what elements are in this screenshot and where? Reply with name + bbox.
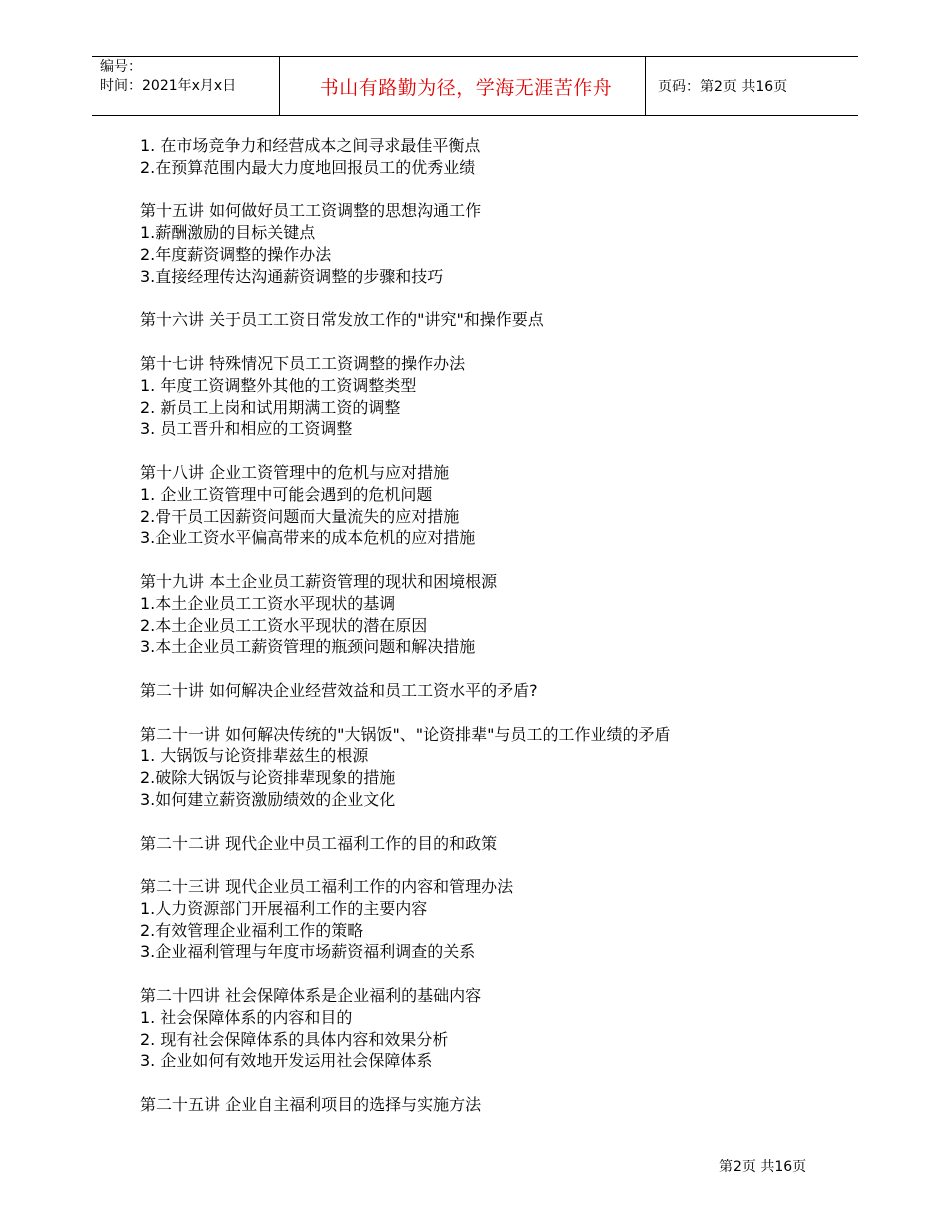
footer-page-info: 第2页 共16页 (719, 1159, 807, 1175)
list-item: 1.本土企业员工工资水平现状的基调 (140, 593, 396, 613)
paragraph-gap (140, 331, 840, 353)
lecture-heading: 第十六讲 关于员工工资日常发放工作的"讲究"和操作要点 (140, 310, 544, 330)
paragraph-gap (140, 811, 840, 833)
list-item: 3.如何建立薪资激励绩效的企业文化 (140, 789, 396, 809)
lecture-heading: 第二十二讲 现代企业中员工福利工作的目的和政策 (140, 833, 498, 853)
lecture-heading: 第十九讲 本土企业员工薪资管理的现状和困境根源 (140, 571, 498, 591)
lecture-heading: 第十八讲 企业工资管理中的危机与应对措施 (140, 462, 450, 482)
header-bottom-rule (92, 115, 858, 116)
paragraph-gap (140, 288, 840, 310)
list-item: 1. 社会保障体系的内容和目的 (140, 1007, 353, 1027)
paragraph-gap (140, 549, 840, 571)
page-header (92, 56, 858, 116)
list-item: 2.本土企业员工工资水平现状的潜在原因 (140, 615, 428, 635)
list-item: 1. 在市场竞争力和经营成本之间寻求最佳平衡点 (140, 136, 481, 155)
list-item: 3.本土企业员工薪资管理的瓶颈问题和解决措施 (140, 637, 476, 657)
lecture-heading: 第二十四讲 社会保障体系是企业福利的基础内容 (140, 986, 482, 1006)
list-item: 3.企业福利管理与年度市场薪资福利调查的关系 (140, 942, 476, 962)
list-item: 1.人力资源部门开展福利工作的主要内容 (140, 898, 428, 918)
header-meta (100, 58, 236, 96)
list-item: 2. 现有社会保障体系的具体内容和效果分析 (140, 1029, 449, 1049)
paragraph-gap (140, 1072, 840, 1094)
header-number-label: 编号： (100, 59, 142, 75)
list-item: 2. 新员工上岗和试用期满工资的调整 (140, 397, 401, 417)
paragraph-gap (140, 854, 840, 876)
header-page-info: 页码：第2页 共16页 (658, 79, 788, 95)
lecture-heading: 第十五讲 如何做好员工工资调整的思想沟通工作 (140, 201, 482, 221)
header-time-label: 时间：2021年x月x日 (100, 78, 237, 94)
list-item: 3. 员工晋升和相应的工资调整 (140, 419, 353, 439)
lecture-heading: 第十七讲 特殊情况下员工工资调整的操作办法 (140, 353, 466, 373)
header-top-rule (92, 56, 858, 57)
lecture-heading: 第二十讲 如何解决企业经营效益和员工工资水平的矛盾? (140, 680, 538, 700)
lecture-heading: 第二十一讲 如何解决传统的"大锅饭"、"论资排辈"与员工的工作业绩的矛盾 (140, 724, 671, 744)
list-item: 2.骨干员工因薪资问题而大量流失的应对措施 (140, 506, 460, 526)
list-item: 2.年度薪资调整的操作办法 (140, 244, 332, 264)
paragraph-gap (140, 658, 840, 680)
header-divider-right (645, 56, 646, 116)
list-item: 2.破除大锅饭与论资排辈现象的措施 (140, 768, 396, 788)
list-item: 3.直接经理传达沟通薪资调整的步骤和技巧 (140, 266, 444, 286)
paragraph-gap (140, 179, 840, 201)
header-divider-left (279, 56, 280, 116)
list-item: 3. 企业如何有效地开发运用社会保障体系 (140, 1051, 433, 1071)
document-body (140, 135, 840, 1116)
paragraph-gap (140, 702, 840, 724)
list-item: 1. 大锅饭与论资排辈兹生的根源 (140, 746, 369, 766)
paragraph-gap (140, 440, 840, 462)
header-motto: 书山有路勤为径，学海无涯苦作舟 (319, 77, 613, 99)
list-item: 1. 年度工资调整外其他的工资调整类型 (140, 375, 417, 395)
lecture-heading: 第二十五讲 企业自主福利项目的选择与实施方法 (140, 1095, 482, 1115)
list-item: 1.薪酬激励的目标关键点 (140, 223, 316, 243)
list-item: 2.在预算范围内最大力度地回报员工的优秀业绩 (140, 157, 476, 177)
list-item: 1. 企业工资管理中可能会遇到的危机问题 (140, 484, 433, 504)
list-item: 2.有效管理企业福利工作的策略 (140, 920, 364, 940)
list-item: 3.企业工资水平偏高带来的成本危机的应对措施 (140, 528, 476, 548)
lecture-heading: 第二十三讲 现代企业员工福利工作的内容和管理办法 (140, 877, 514, 897)
paragraph-gap (140, 963, 840, 985)
